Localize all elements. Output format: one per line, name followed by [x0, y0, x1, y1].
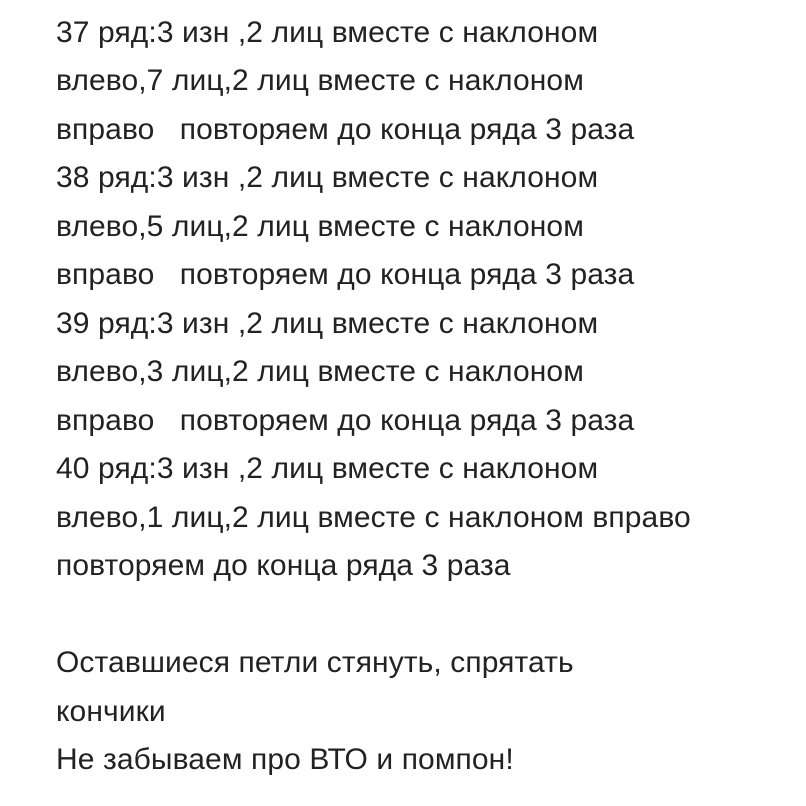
instruction-line: 37 ряд:3 изн ,2 лиц вместе с наклоном: [56, 15, 599, 49]
finish-line: кончики: [56, 694, 166, 728]
finish-line: Не забываем про ВТО и помпон!: [56, 743, 514, 776]
blank-line: [56, 591, 796, 640]
instruction-line: вправо повторяем до конца ряда 3 раза: [56, 112, 635, 146]
row-37-instruction: [56, 9, 796, 155]
row-40-instruction: [56, 445, 796, 591]
instruction-line: влево,5 лиц,2 лиц вместе с наклоном: [56, 209, 584, 243]
finishing-instructions: [56, 639, 796, 785]
instruction-line: 39 ряд:3 изн ,2 лиц вместе с наклоном: [56, 306, 599, 340]
instruction-line: вправо повторяем до конца ряда 3 раза: [56, 258, 635, 291]
instruction-line: влево,3 лиц,2 лиц вместе с наклоном: [56, 355, 584, 388]
row-39-instruction: [56, 300, 796, 446]
note-body[interactable]: [56, 0, 796, 785]
cut-off-line: [56, 0, 796, 9]
finish-line: Оставшиеся петли стянуть, спрятать: [56, 646, 574, 679]
instruction-line: 38 ряд:3 изн ,2 лиц вместе с наклоном: [56, 161, 599, 194]
instruction-line: влево,1 лиц,2 лиц вместе с наклоном вправо: [56, 500, 691, 534]
instruction-line: повторяем до конца ряда 3 раза: [56, 549, 511, 582]
instruction-line: вправо повторяем до конца ряда 3 раза: [56, 403, 635, 437]
instruction-line: влево,7 лиц,2 лиц вместе с наклоном: [56, 64, 584, 97]
instruction-line: 40 ряд:3 изн ,2 лиц вместе с наклоном: [56, 452, 599, 485]
row-38-instruction: [56, 154, 796, 300]
